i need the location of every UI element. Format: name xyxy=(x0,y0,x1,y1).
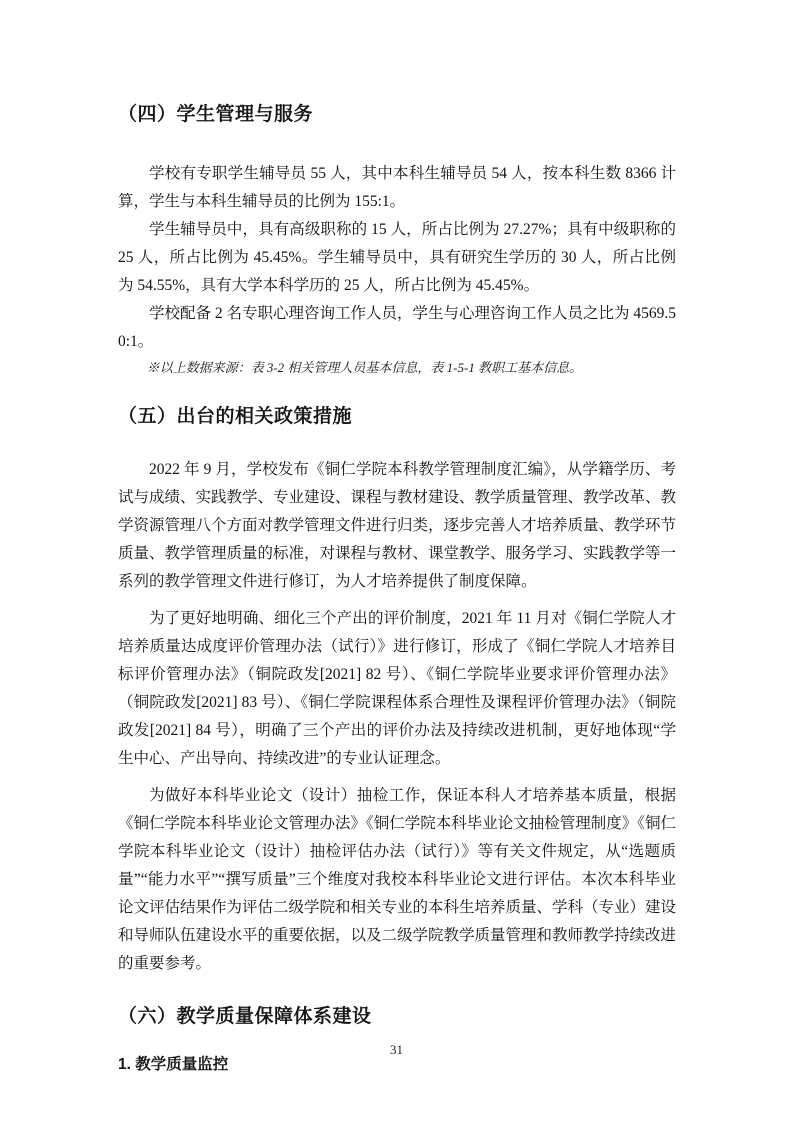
section-heading-policy-measures: （五）出台的相关政策措施 xyxy=(118,406,353,427)
paragraph-counselor-ratio: 学校有专职学生辅导员 55 人，其中本科生辅导员 54 人，按本科生数 8366 计算，学生与本科生辅导员的比例为 155:1。 xyxy=(118,165,676,210)
paragraph-thesis-sampling: 为做好本科毕业论文（设计）抽检工作，保证本科人才培养基本质量，根据《铜仁学院本科毕业论文管理办法》《铜仁学院本科毕业论文抽检管理制度》《铜仁学院本科毕业论文（设计）抽检评估办法（试行）》等有关文件规定，从“选题质量”“能力水平”“撰写质量”三个维度对我校本科毕业论文进行评估。本次本科毕业论文评估结果作为评估二级学院和相关专业的本科生培养质量、学科（专业）建设和导师队伍建设水平的重要依据，以及二级学院教学质量管理和教师教学持续改进的重要参考。 xyxy=(118,787,677,972)
paragraph-counselor-titles: 学生辅导员中，具有高级职称的 15 人，所占比例为 27.27%；具有中级职称的 25 人，所占比例为 45.45%。学生辅导员中，具有研究生学历的 30 人，所占比例为 54.55%，具有大学本科学历的 25 人，所占比例为 45.45%。 xyxy=(118,221,676,294)
section-heading-student-management: （四）学生管理与服务 xyxy=(118,104,314,125)
paragraph-evaluation-measures: 为了更好地明确、细化三个产出的评价制度，2021 年 11 月对《铜仁学院人才培养质量达成度评价管理办法（试行）》进行修订，形成了《铜仁学院人才培养目标评价管理办法》（铜院政发[2021] 82 号）、《铜仁学院毕业要求评价管理办法》（铜院政发[2021] 83 号）、《铜仁学院课程体系合理性及课程评价管理办法》（铜院政发[2021] 84 号），明确了三个产出的评价办法及持续改进机制，更好地体现“学生中心、产出导向、持续改进”的专业认证理念。 xyxy=(118,610,676,767)
paragraph-psych-counselor-ratio: 学校配备 2 名专职心理咨询工作人员，学生与心理咨询工作人员之比为 4569.50:1。 xyxy=(118,305,677,350)
data-source-note: ※以上数据来源：表 3-2 相关管理人员基本信息，表 1-5-1 教职工基本信息。 xyxy=(146,360,583,375)
section-heading-quality-assurance: （六）教学质量保障体系建设 xyxy=(118,1006,372,1027)
paragraph-teaching-management-compilation: 2022 年 9 月，学校发布《铜仁学院本科教学管理制度汇编》，从学籍学历、考试与成绩、实践教学、专业建设、课程与教材建设、教学质量管理、教学改革、教学资源管理八个方面对教学管理文件进行归类，逐步完善人才培养质量、教学环节质量、教学管理质量的标准，对课程与教材、课堂教学、服务学习、实践教学等一系列的教学管理文件进行修订，为人才培养提供了制度保障。 xyxy=(118,461,677,590)
page-number: 31 xyxy=(390,1042,403,1057)
subsection-heading-quality-monitoring: 1. 教学质量监控 xyxy=(118,1056,229,1073)
